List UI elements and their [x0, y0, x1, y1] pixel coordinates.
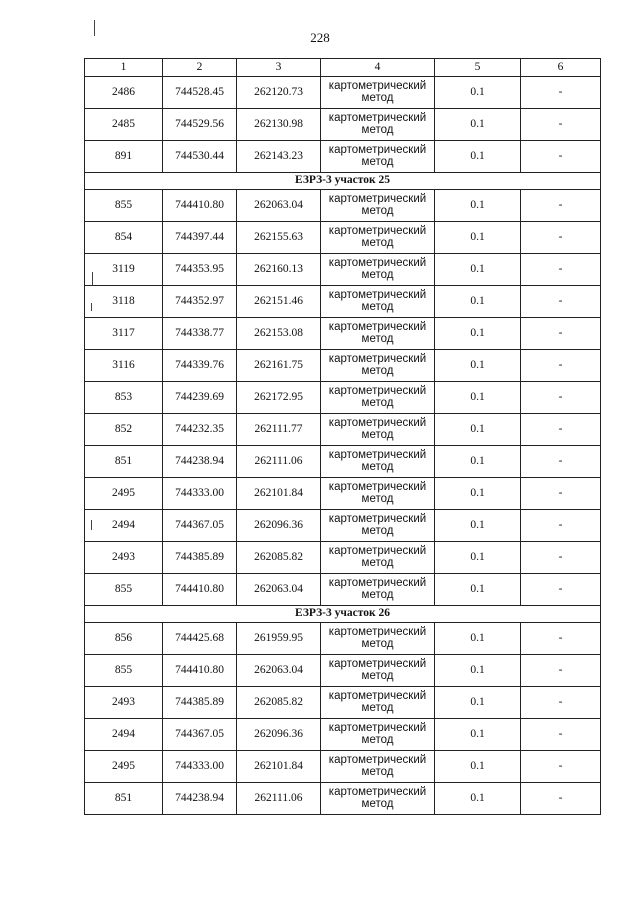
y-coordinate-cell: 262085.82 [237, 687, 321, 719]
y-coordinate-cell: 262111.06 [237, 783, 321, 815]
column-header: 4 [321, 59, 435, 77]
table-row [85, 510, 601, 542]
accuracy-cell: 0.1 [435, 77, 521, 109]
method-cell: картометрический метод [321, 574, 435, 606]
x-coordinate-cell: 744352.97 [163, 286, 237, 318]
scan-mark [94, 20, 95, 36]
accuracy-cell: 0.1 [435, 141, 521, 173]
point-number-cell: 3116 [85, 350, 163, 382]
point-number-cell: 855 [85, 190, 163, 222]
note-cell: - [521, 719, 601, 751]
y-coordinate-cell: 261959.95 [237, 623, 321, 655]
accuracy-cell: 0.1 [435, 478, 521, 510]
x-coordinate-cell: 744232.35 [163, 414, 237, 446]
table-row [85, 141, 601, 173]
x-coordinate-cell: 744339.76 [163, 350, 237, 382]
x-coordinate-cell: 744353.95 [163, 254, 237, 286]
header-row [85, 59, 601, 77]
point-number-cell: 856 [85, 623, 163, 655]
note-cell: - [521, 350, 601, 382]
table-row [85, 109, 601, 141]
table-row [85, 687, 601, 719]
table-row [85, 446, 601, 478]
y-coordinate-cell: 262096.36 [237, 510, 321, 542]
section-row [85, 173, 601, 190]
note-cell: - [521, 286, 601, 318]
table-row [85, 318, 601, 350]
point-number-cell: 851 [85, 783, 163, 815]
table-row [85, 350, 601, 382]
y-coordinate-cell: 262063.04 [237, 655, 321, 687]
y-coordinate-cell: 262063.04 [237, 190, 321, 222]
method-cell: картометрический метод [321, 510, 435, 542]
x-coordinate-cell: 744385.89 [163, 542, 237, 574]
point-number-cell: 2494 [85, 510, 163, 542]
method-cell: картометрический метод [321, 350, 435, 382]
method-cell: картометрический метод [321, 190, 435, 222]
x-coordinate-cell: 744239.69 [163, 382, 237, 414]
x-coordinate-cell: 744425.68 [163, 623, 237, 655]
method-cell: картометрический метод [321, 318, 435, 350]
point-number-cell: 2495 [85, 478, 163, 510]
y-coordinate-cell: 262151.46 [237, 286, 321, 318]
accuracy-cell: 0.1 [435, 109, 521, 141]
note-cell: - [521, 77, 601, 109]
x-coordinate-cell: 744333.00 [163, 751, 237, 783]
y-coordinate-cell: 262161.75 [237, 350, 321, 382]
accuracy-cell: 0.1 [435, 286, 521, 318]
note-cell: - [521, 109, 601, 141]
method-cell: картометрический метод [321, 719, 435, 751]
y-coordinate-cell: 262153.08 [237, 318, 321, 350]
y-coordinate-cell: 262172.95 [237, 382, 321, 414]
y-coordinate-cell: 262085.82 [237, 542, 321, 574]
method-cell: картометрический метод [321, 751, 435, 783]
point-number-cell: 851 [85, 446, 163, 478]
section-title: ЕЗРЗ-3 участок 26 [85, 606, 601, 623]
table-row [85, 254, 601, 286]
y-coordinate-cell: 262096.36 [237, 719, 321, 751]
point-number-cell: 2493 [85, 687, 163, 719]
point-number-cell: 3117 [85, 318, 163, 350]
method-cell: картометрический метод [321, 623, 435, 655]
table-row [85, 478, 601, 510]
y-coordinate-cell: 262101.84 [237, 751, 321, 783]
note-cell: - [521, 254, 601, 286]
x-coordinate-cell: 744367.05 [163, 510, 237, 542]
table-row [85, 783, 601, 815]
column-header: 2 [163, 59, 237, 77]
accuracy-cell: 0.1 [435, 623, 521, 655]
point-number-cell: 2493 [85, 542, 163, 574]
y-coordinate-cell: 262111.77 [237, 414, 321, 446]
y-coordinate-cell: 262130.98 [237, 109, 321, 141]
accuracy-cell: 0.1 [435, 687, 521, 719]
section-row [85, 606, 601, 623]
point-number-cell: 854 [85, 222, 163, 254]
accuracy-cell: 0.1 [435, 542, 521, 574]
method-cell: картометрический метод [321, 478, 435, 510]
accuracy-cell: 0.1 [435, 222, 521, 254]
column-header: 3 [237, 59, 321, 77]
method-cell: картометрический метод [321, 655, 435, 687]
note-cell: - [521, 623, 601, 655]
accuracy-cell: 0.1 [435, 574, 521, 606]
note-cell: - [521, 478, 601, 510]
accuracy-cell: 0.1 [435, 382, 521, 414]
accuracy-cell: 0.1 [435, 318, 521, 350]
y-coordinate-cell: 262111.06 [237, 446, 321, 478]
note-cell: - [521, 655, 601, 687]
note-cell: - [521, 141, 601, 173]
method-cell: картометрический метод [321, 446, 435, 478]
x-coordinate-cell: 744397.44 [163, 222, 237, 254]
method-cell: картометрический метод [321, 783, 435, 815]
x-coordinate-cell: 744238.94 [163, 783, 237, 815]
table-body [85, 77, 601, 815]
coordinates-table [84, 58, 601, 815]
note-cell: - [521, 318, 601, 350]
method-cell: картометрический метод [321, 109, 435, 141]
page-number: 228 [310, 30, 330, 45]
x-coordinate-cell: 744410.80 [163, 190, 237, 222]
table-row [85, 222, 601, 254]
x-coordinate-cell: 744367.05 [163, 719, 237, 751]
point-number-cell: 855 [85, 655, 163, 687]
table-row [85, 574, 601, 606]
note-cell: - [521, 542, 601, 574]
point-number-cell: 2485 [85, 109, 163, 141]
table-row [85, 623, 601, 655]
column-header: 6 [521, 59, 601, 77]
method-cell: картометрический метод [321, 141, 435, 173]
point-number-cell: 852 [85, 414, 163, 446]
point-number-cell: 853 [85, 382, 163, 414]
x-coordinate-cell: 744385.89 [163, 687, 237, 719]
note-cell: - [521, 783, 601, 815]
note-cell: - [521, 446, 601, 478]
note-cell: - [521, 414, 601, 446]
x-coordinate-cell: 744529.56 [163, 109, 237, 141]
x-coordinate-cell: 744238.94 [163, 446, 237, 478]
note-cell: - [521, 751, 601, 783]
y-coordinate-cell: 262063.04 [237, 574, 321, 606]
note-cell: - [521, 687, 601, 719]
note-cell: - [521, 382, 601, 414]
point-number-cell: 2486 [85, 77, 163, 109]
method-cell: картометрический метод [321, 222, 435, 254]
method-cell: картометрический метод [321, 286, 435, 318]
accuracy-cell: 0.1 [435, 350, 521, 382]
y-coordinate-cell: 262143.23 [237, 141, 321, 173]
y-coordinate-cell: 262155.63 [237, 222, 321, 254]
x-coordinate-cell: 744528.45 [163, 77, 237, 109]
table-row [85, 719, 601, 751]
point-number-cell: 855 [85, 574, 163, 606]
table-row [85, 542, 601, 574]
method-cell: картометрический метод [321, 687, 435, 719]
accuracy-cell: 0.1 [435, 783, 521, 815]
point-number-cell: 891 [85, 141, 163, 173]
point-number-cell: 2495 [85, 751, 163, 783]
x-coordinate-cell: 744333.00 [163, 478, 237, 510]
note-cell: - [521, 574, 601, 606]
table-row [85, 382, 601, 414]
accuracy-cell: 0.1 [435, 254, 521, 286]
x-coordinate-cell: 744410.80 [163, 655, 237, 687]
column-header: 1 [85, 59, 163, 77]
point-number-cell: 2494 [85, 719, 163, 751]
table-row [85, 286, 601, 318]
table-row [85, 414, 601, 446]
y-coordinate-cell: 262160.13 [237, 254, 321, 286]
y-coordinate-cell: 262101.84 [237, 478, 321, 510]
table-row [85, 190, 601, 222]
note-cell: - [521, 222, 601, 254]
method-cell: картометрический метод [321, 382, 435, 414]
accuracy-cell: 0.1 [435, 510, 521, 542]
table-row [85, 751, 601, 783]
accuracy-cell: 0.1 [435, 719, 521, 751]
x-coordinate-cell: 744530.44 [163, 141, 237, 173]
x-coordinate-cell: 744338.77 [163, 318, 237, 350]
note-cell: - [521, 190, 601, 222]
x-coordinate-cell: 744410.80 [163, 574, 237, 606]
y-coordinate-cell: 262120.73 [237, 77, 321, 109]
accuracy-cell: 0.1 [435, 751, 521, 783]
section-title: ЕЗРЗ-3 участок 25 [85, 173, 601, 190]
table-row [85, 655, 601, 687]
point-number-cell: 3118 [85, 286, 163, 318]
method-cell: картометрический метод [321, 254, 435, 286]
accuracy-cell: 0.1 [435, 655, 521, 687]
note-cell: - [521, 510, 601, 542]
method-cell: картометрический метод [321, 77, 435, 109]
method-cell: картометрический метод [321, 542, 435, 574]
point-number-cell: 3119 [85, 254, 163, 286]
accuracy-cell: 0.1 [435, 190, 521, 222]
accuracy-cell: 0.1 [435, 446, 521, 478]
table-row [85, 77, 601, 109]
method-cell: картометрический метод [321, 414, 435, 446]
accuracy-cell: 0.1 [435, 414, 521, 446]
column-header: 5 [435, 59, 521, 77]
